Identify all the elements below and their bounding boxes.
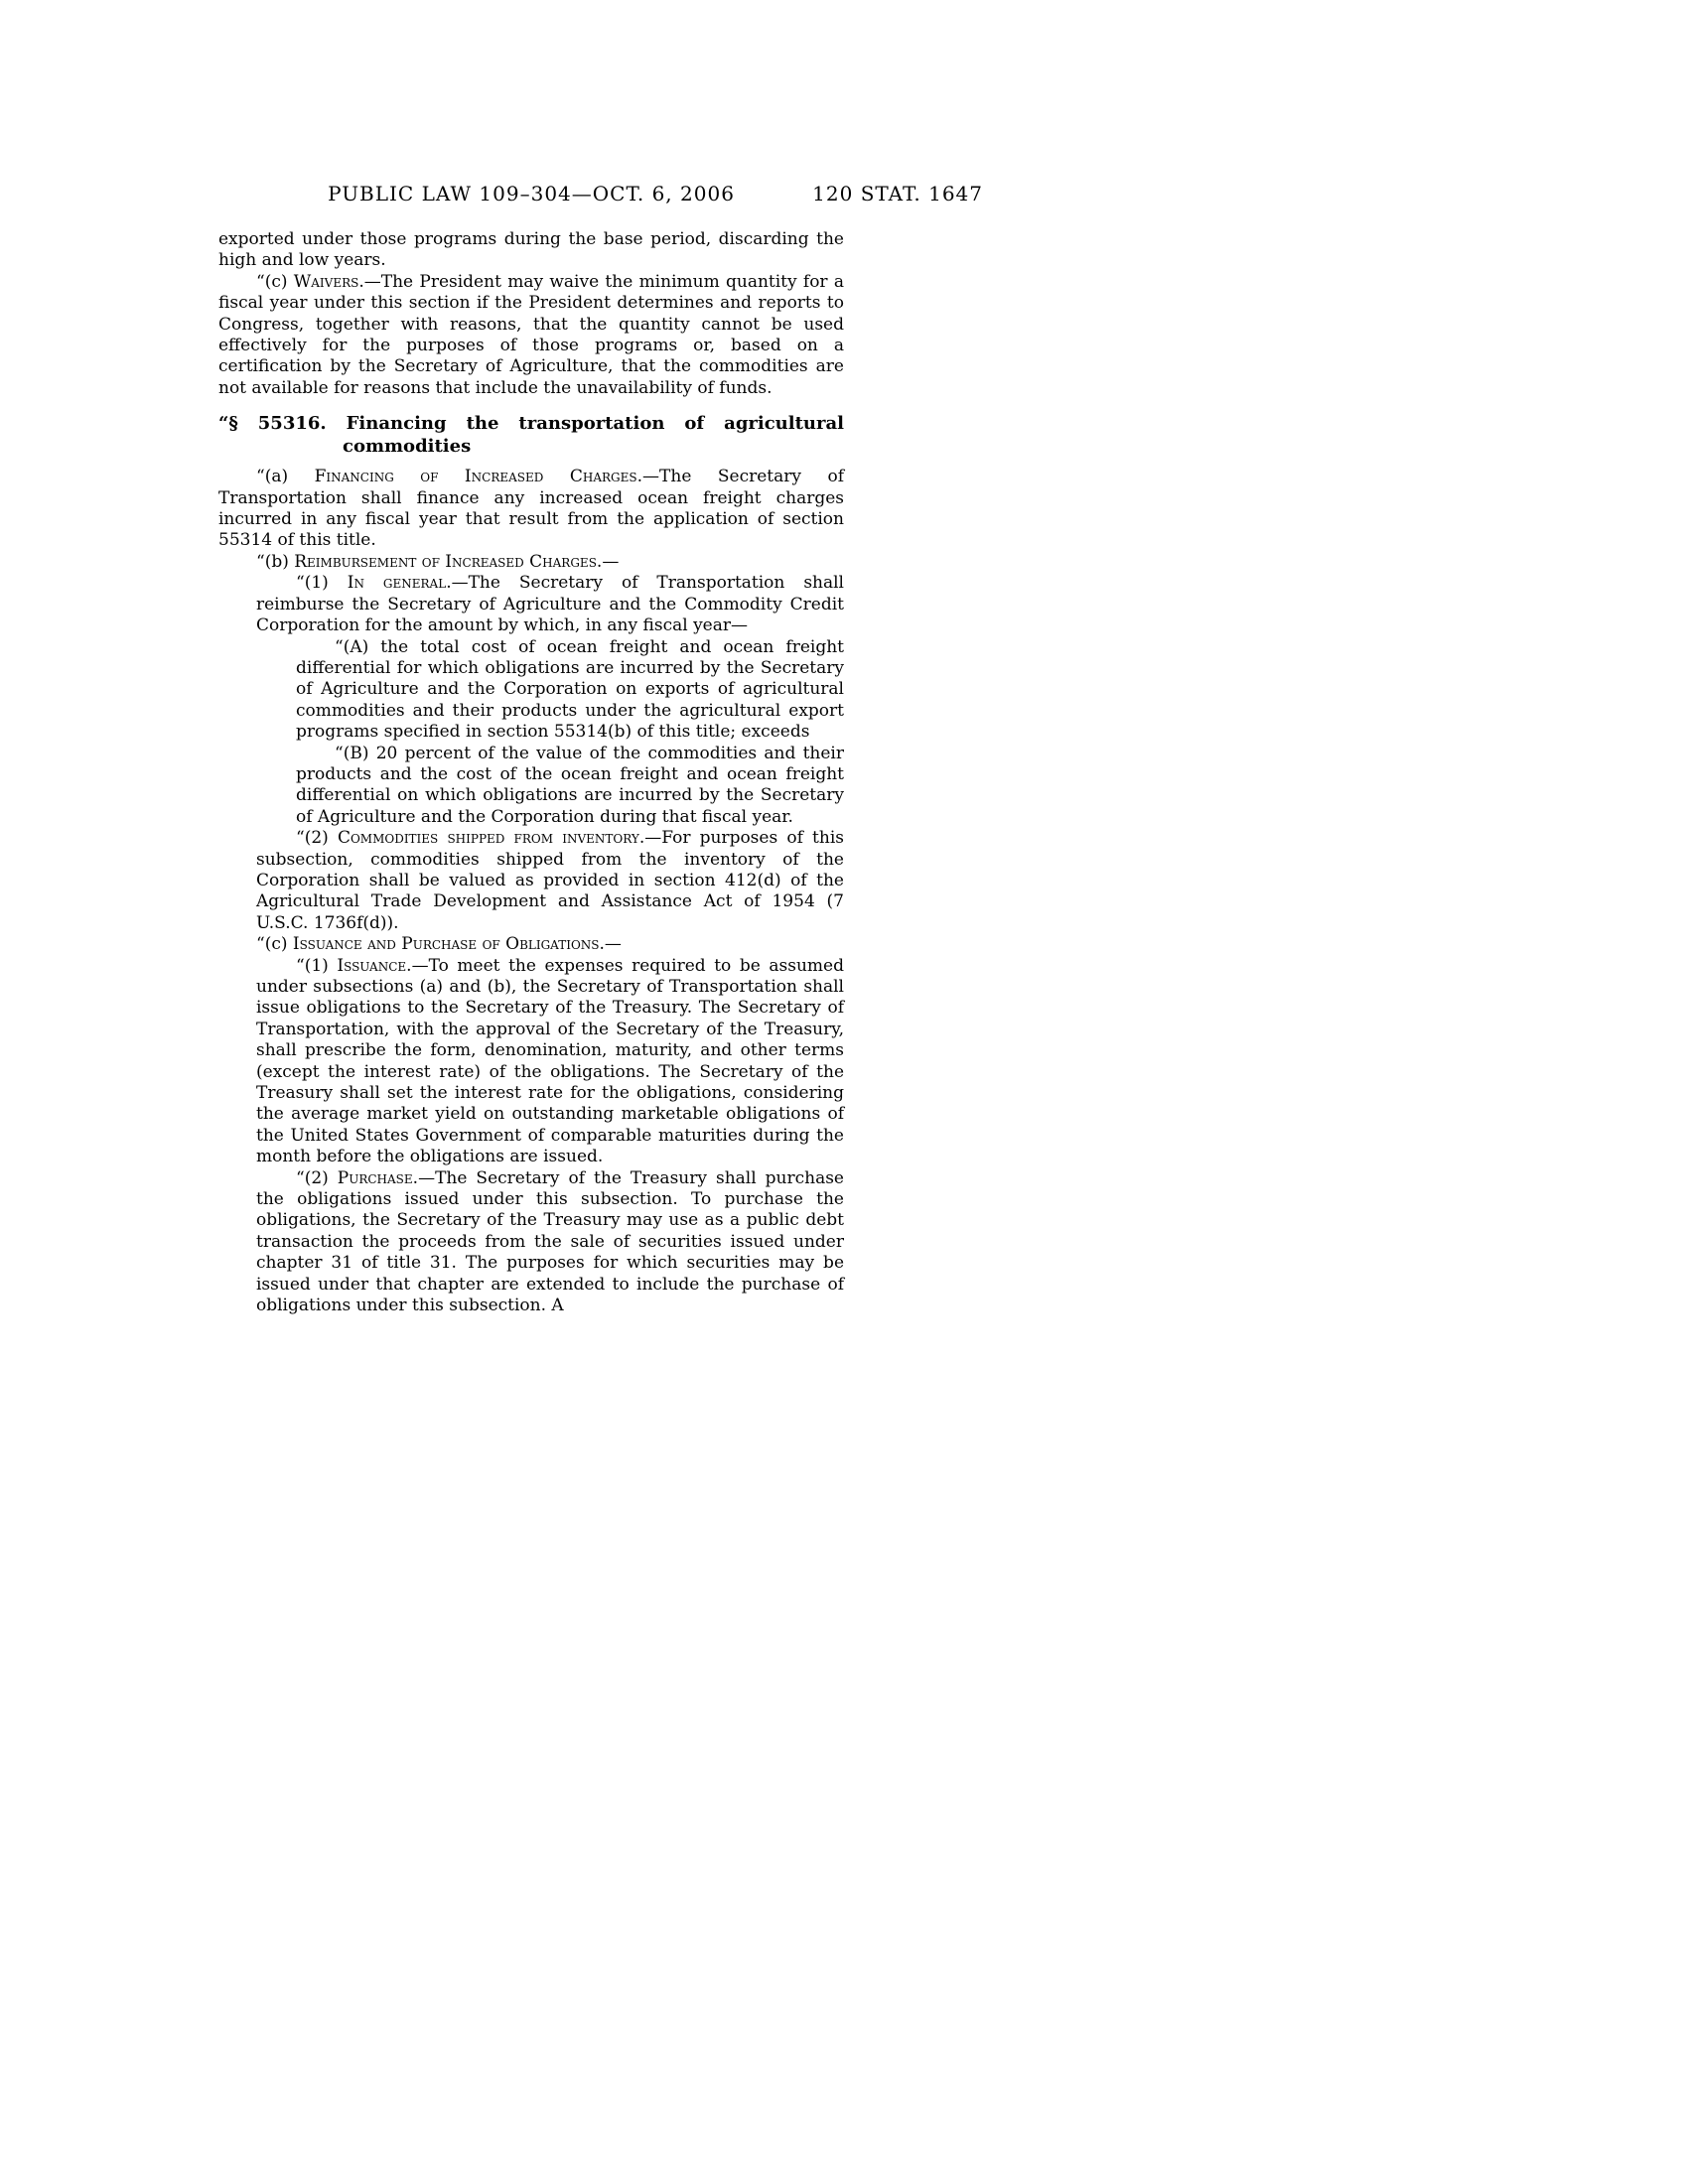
paragraph-subpara-b: “(B) 20 percent of the value of the commodities and their products and the cost of the ocean freight and ocean freight differential on which obligations are incurred by the Secretary of Agriculture and the Corporation during that fiscal year. [296,743,844,827]
header-stat-number: 120 STAT. 1647 [812,182,983,205]
paragraph-financing: “(a) Financing of Increased Charges.—The Secretary of Transportation shall finance any increased ocean freight charges incurred in any fiscal year that result from the application of section 55314 of this title. [218,467,844,551]
paragraph-reimbursement: “(b) Reimbursement of Increased Charges.— [256,551,620,572]
document-body [218,229,844,1317]
paragraph-subpara-a: “(A) the total cost of ocean freight and ocean freight differential for which obligations are incurred by the Secretary of Agriculture and the Corporation on exports of agricultural commodities and their products under the agricultural export programs specified in section 55314(b) of this title; exceeds [296,636,844,743]
paragraph-commodities-shipped: “(2) Commodities shipped from inventory.—For purposes of this subsection, commodities shipped from the inventory of the Corporation shall be valued as provided in section 412(d) of the Agricultural Trade Development and Assistance Act of 1954 (7 U.S.C. 1736f(d)). [256,828,844,933]
paragraph-waivers: “(c) Waivers.—The President may waive the minimum quantity for a fiscal year under this section if the President determines and reports to Congress, together with reasons, that the quantity cannot be used effectively for the purposes of those programs or, based on a certification by the Secretary of Agriculture, that the commodities are not available for reasons that include the unavailability of funds. [218,271,844,398]
section-heading-line: commodities [343,436,472,458]
paragraph-purchase: “(2) Purchase.—The Secretary of the Treasury shall purchase the obligations issued under this subsection. To purchase the obligations, the Secretary of the Treasury may use as a public debt transaction the proceeds from the sale of securities issued under chapter 31 of title 31. The purposes for which securities may be issued under that chapter are extended to include the purchase of obligations under this subsection. A [256,1167,844,1316]
running-head [218,182,983,207]
paragraph-issuance: “(1) Issuance.—To meet the expenses required to be assumed under subsections (a) and (b), the Secretary of Transportation shall issue obligations to the Secretary of the Treasury. The Secretary of Transportation, with the approval of the Secretary of the Treasury, shall prescribe the form, denomination, maturity, and other terms (except the interest rate) of the obligations. The Secretary of the Treasury shall set the interest rate for the obligations, considering the average market yield on outstanding marketable obligations of the United States Government of comparable maturities during the month before the obligations are issued. [256,955,844,1167]
paragraph-in-general: “(1) In general.—The Secretary of Transportation shall reimburse the Secretary of Agriculture and the Commodity Credit Corporation for the amount by which, in any fiscal year— [256,573,844,636]
header-law-title: PUBLIC LAW 109–304—OCT. 6, 2006 [328,182,735,205]
paragraph-issuance-and-purchase: “(c) Issuance and Purchase of Obligations.— [256,934,622,955]
section-heading-line: “§ 55316. Financing the transportation of agricultural [218,413,844,435]
paragraph-continuation: exported under those programs during the base period, discarding the high and low years. [218,229,844,271]
page-content [218,182,983,1317]
